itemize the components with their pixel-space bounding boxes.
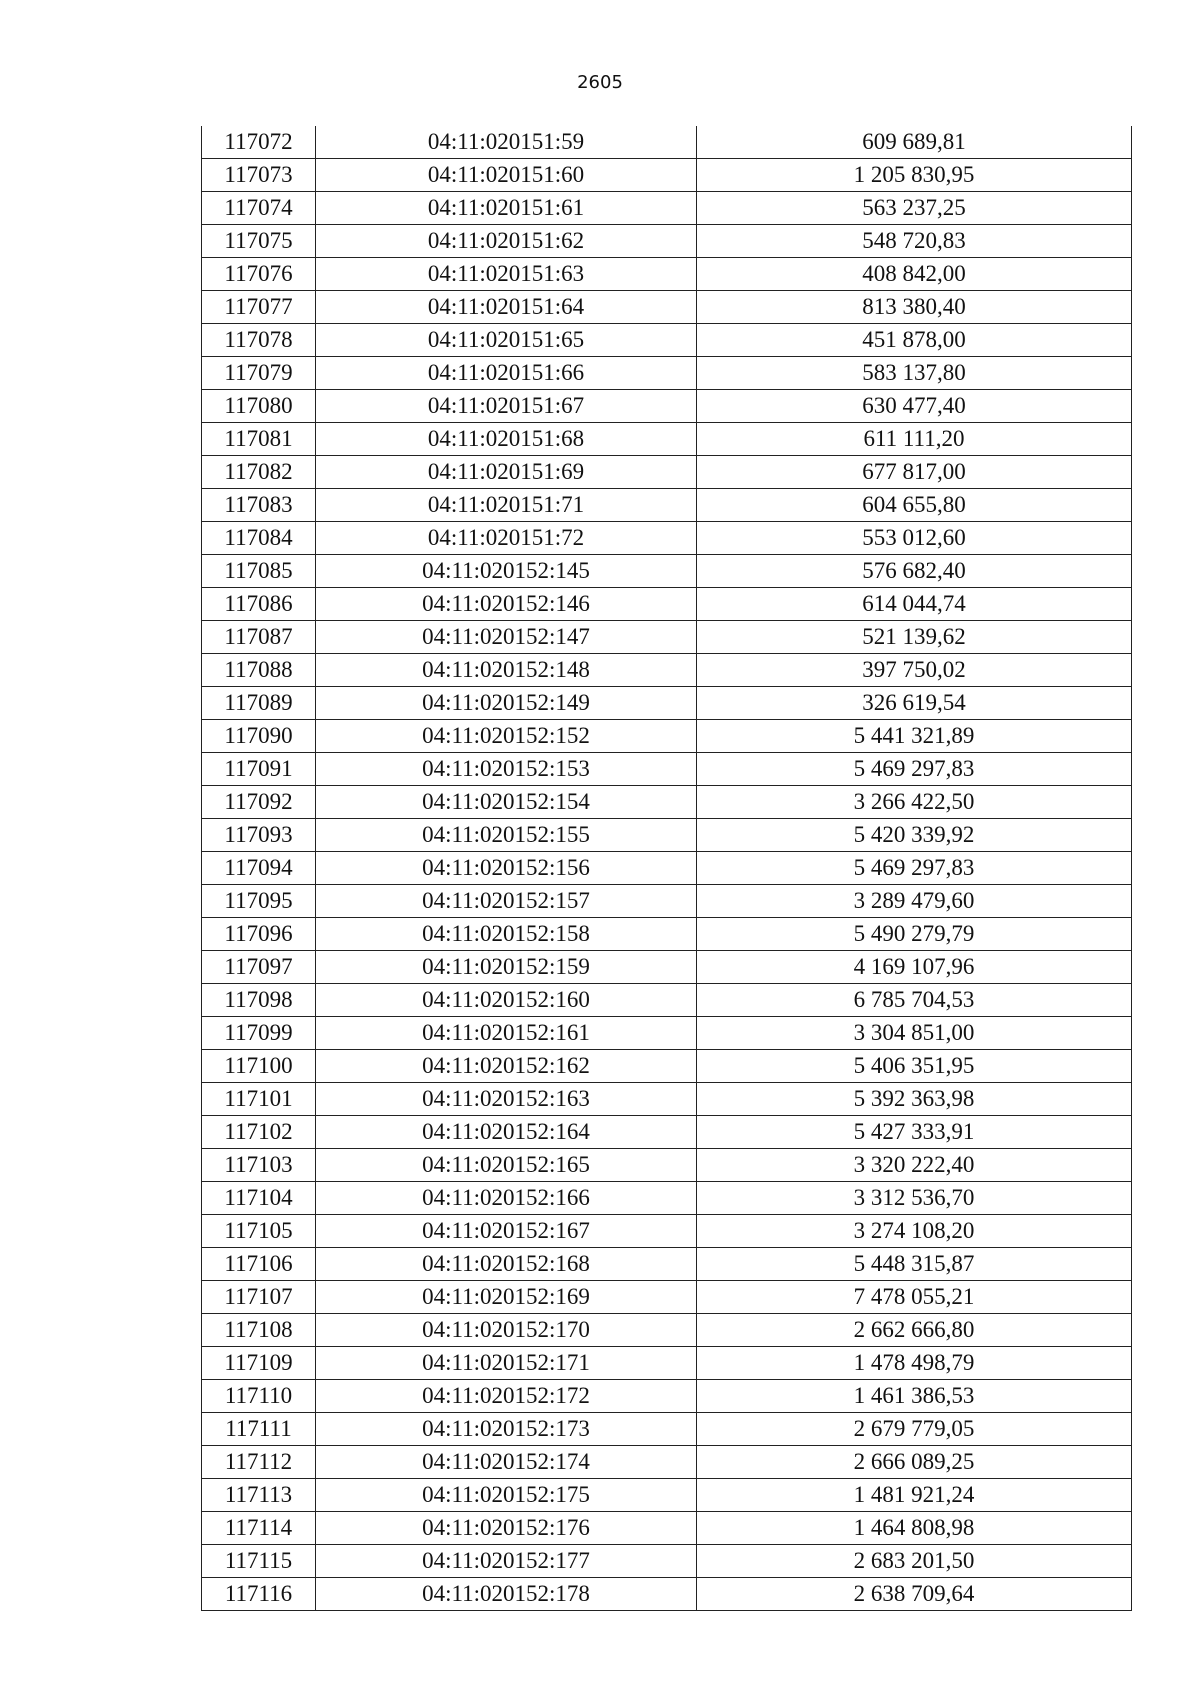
cadastral-number-cell: 04:11:020152:145 <box>316 555 697 588</box>
cadastral-value-cell: 3 274 108,20 <box>697 1215 1132 1248</box>
table-row <box>202 1347 1132 1380</box>
row-number-cell: 117090 <box>202 720 316 753</box>
cadastral-number-cell: 04:11:020152:172 <box>316 1380 697 1413</box>
table-row <box>202 1479 1132 1512</box>
cadastral-value-cell: 604 655,80 <box>697 489 1132 522</box>
cadastral-value-cell: 1 205 830,95 <box>697 159 1132 192</box>
row-number-cell: 117110 <box>202 1380 316 1413</box>
row-number-cell: 117112 <box>202 1446 316 1479</box>
cadastral-value-cell: 614 044,74 <box>697 588 1132 621</box>
table-row <box>202 192 1132 225</box>
row-number-cell: 117108 <box>202 1314 316 1347</box>
cadastral-number-cell: 04:11:020152:156 <box>316 852 697 885</box>
row-number-cell: 117105 <box>202 1215 316 1248</box>
cadastral-value-cell: 813 380,40 <box>697 291 1132 324</box>
cadastral-value-cell: 611 111,20 <box>697 423 1132 456</box>
table-row <box>202 522 1132 555</box>
row-number-cell: 117082 <box>202 456 316 489</box>
cadastral-number-cell: 04:11:020152:171 <box>316 1347 697 1380</box>
cadastral-value-cell: 2 666 089,25 <box>697 1446 1132 1479</box>
cadastral-number-cell: 04:11:020151:69 <box>316 456 697 489</box>
cadastral-value-cell: 1 464 808,98 <box>697 1512 1132 1545</box>
cadastral-number-cell: 04:11:020152:170 <box>316 1314 697 1347</box>
cadastral-value-cell: 576 682,40 <box>697 555 1132 588</box>
table-row <box>202 258 1132 291</box>
row-number-cell: 117079 <box>202 357 316 390</box>
row-number-cell: 117089 <box>202 687 316 720</box>
cadastral-value-cell: 1 461 386,53 <box>697 1380 1132 1413</box>
row-number-cell: 117085 <box>202 555 316 588</box>
table-row <box>202 786 1132 819</box>
cadastral-number-cell: 04:11:020152:164 <box>316 1116 697 1149</box>
cadastral-number-cell: 04:11:020151:71 <box>316 489 697 522</box>
cadastral-number-cell: 04:11:020152:175 <box>316 1479 697 1512</box>
table-row <box>202 1017 1132 1050</box>
cadastral-value-cell: 548 720,83 <box>697 225 1132 258</box>
table-row <box>202 687 1132 720</box>
row-number-cell: 117113 <box>202 1479 316 1512</box>
table-row <box>202 753 1132 786</box>
table-row <box>202 126 1132 159</box>
row-number-cell: 117086 <box>202 588 316 621</box>
cadastral-number-cell: 04:11:020151:65 <box>316 324 697 357</box>
table-row <box>202 1281 1132 1314</box>
row-number-cell: 117077 <box>202 291 316 324</box>
cadastral-value-cell: 2 662 666,80 <box>697 1314 1132 1347</box>
table-row <box>202 1545 1132 1578</box>
cadastral-number-cell: 04:11:020151:59 <box>316 126 697 159</box>
table-body <box>202 126 1132 1611</box>
table-row <box>202 1116 1132 1149</box>
row-number-cell: 117102 <box>202 1116 316 1149</box>
cadastral-number-cell: 04:11:020152:148 <box>316 654 697 687</box>
row-number-cell: 117092 <box>202 786 316 819</box>
cadastral-value-cell: 5 490 279,79 <box>697 918 1132 951</box>
cadastral-value-cell: 451 878,00 <box>697 324 1132 357</box>
table-row <box>202 423 1132 456</box>
table-row <box>202 456 1132 489</box>
page-number: 2605 <box>577 72 623 93</box>
cadastral-value-cell: 326 619,54 <box>697 687 1132 720</box>
cadastral-number-cell: 04:11:020152:177 <box>316 1545 697 1578</box>
table-row <box>202 1314 1132 1347</box>
cadastral-number-cell: 04:11:020151:63 <box>316 258 697 291</box>
cadastral-number-cell: 04:11:020151:72 <box>316 522 697 555</box>
row-number-cell: 117072 <box>202 126 316 159</box>
cadastral-value-cell: 5 469 297,83 <box>697 852 1132 885</box>
table-row <box>202 654 1132 687</box>
cadastral-value-cell: 609 689,81 <box>697 126 1132 159</box>
cadastral-value-cell: 583 137,80 <box>697 357 1132 390</box>
table-row <box>202 1248 1132 1281</box>
row-number-cell: 117104 <box>202 1182 316 1215</box>
cadastral-number-cell: 04:11:020152:168 <box>316 1248 697 1281</box>
row-number-cell: 117084 <box>202 522 316 555</box>
cadastral-value-cell: 677 817,00 <box>697 456 1132 489</box>
cadastral-number-cell: 04:11:020152:147 <box>316 621 697 654</box>
table-row <box>202 1578 1132 1611</box>
table-row <box>202 1512 1132 1545</box>
cadastral-value-cell: 3 289 479,60 <box>697 885 1132 918</box>
row-number-cell: 117076 <box>202 258 316 291</box>
cadastral-number-cell: 04:11:020152:149 <box>316 687 697 720</box>
table-row <box>202 885 1132 918</box>
row-number-cell: 117099 <box>202 1017 316 1050</box>
row-number-cell: 117083 <box>202 489 316 522</box>
cadastral-number-cell: 04:11:020152:157 <box>316 885 697 918</box>
table-row <box>202 291 1132 324</box>
row-number-cell: 117080 <box>202 390 316 423</box>
cadastral-number-cell: 04:11:020152:176 <box>316 1512 697 1545</box>
cadastral-value-cell: 4 169 107,96 <box>697 951 1132 984</box>
cadastral-number-cell: 04:11:020152:155 <box>316 819 697 852</box>
table-row <box>202 357 1132 390</box>
table-row <box>202 1215 1132 1248</box>
row-number-cell: 117116 <box>202 1578 316 1611</box>
cadastral-value-cell: 1 478 498,79 <box>697 1347 1132 1380</box>
cadastral-number-cell: 04:11:020152:160 <box>316 984 697 1017</box>
row-number-cell: 117107 <box>202 1281 316 1314</box>
row-number-cell: 117106 <box>202 1248 316 1281</box>
table-row <box>202 951 1132 984</box>
cadastral-value-cell: 5 406 351,95 <box>697 1050 1132 1083</box>
table-row <box>202 1182 1132 1215</box>
table-row <box>202 1413 1132 1446</box>
cadastral-number-cell: 04:11:020151:62 <box>316 225 697 258</box>
table-row <box>202 984 1132 1017</box>
row-number-cell: 117111 <box>202 1413 316 1446</box>
cadastral-value-cell: 397 750,02 <box>697 654 1132 687</box>
cadastral-number-cell: 04:11:020152:152 <box>316 720 697 753</box>
table-row <box>202 852 1132 885</box>
cadastral-value-cell: 521 139,62 <box>697 621 1132 654</box>
table-row <box>202 621 1132 654</box>
cadastral-value-cell: 3 304 851,00 <box>697 1017 1132 1050</box>
row-number-cell: 117091 <box>202 753 316 786</box>
table-row <box>202 555 1132 588</box>
row-number-cell: 117098 <box>202 984 316 1017</box>
cadastral-value-cell: 3 266 422,50 <box>697 786 1132 819</box>
cadastral-value-cell: 7 478 055,21 <box>697 1281 1132 1314</box>
row-number-cell: 117114 <box>202 1512 316 1545</box>
row-number-cell: 117093 <box>202 819 316 852</box>
cadastral-value-cell: 563 237,25 <box>697 192 1132 225</box>
cadastral-value-cell: 5 448 315,87 <box>697 1248 1132 1281</box>
row-number-cell: 117094 <box>202 852 316 885</box>
cadastral-value-cell: 553 012,60 <box>697 522 1132 555</box>
table-row <box>202 324 1132 357</box>
table-row <box>202 588 1132 621</box>
cadastral-value-cell: 3 312 536,70 <box>697 1182 1132 1215</box>
cadastral-value-table <box>201 126 1132 1611</box>
table-row <box>202 1380 1132 1413</box>
cadastral-value-cell: 5 441 321,89 <box>697 720 1132 753</box>
table-row <box>202 819 1132 852</box>
table-row <box>202 489 1132 522</box>
row-number-cell: 117109 <box>202 1347 316 1380</box>
cadastral-number-cell: 04:11:020152:158 <box>316 918 697 951</box>
row-number-cell: 117097 <box>202 951 316 984</box>
row-number-cell: 117073 <box>202 159 316 192</box>
table-row <box>202 1446 1132 1479</box>
table-row <box>202 159 1132 192</box>
cadastral-number-cell: 04:11:020152:146 <box>316 588 697 621</box>
cadastral-value-cell: 5 427 333,91 <box>697 1116 1132 1149</box>
cadastral-number-cell: 04:11:020151:66 <box>316 357 697 390</box>
row-number-cell: 117087 <box>202 621 316 654</box>
cadastral-value-cell: 3 320 222,40 <box>697 1149 1132 1182</box>
table-row <box>202 390 1132 423</box>
cadastral-value-cell: 2 679 779,05 <box>697 1413 1132 1446</box>
table-row <box>202 1050 1132 1083</box>
cadastral-number-cell: 04:11:020151:64 <box>316 291 697 324</box>
cadastral-number-cell: 04:11:020151:68 <box>316 423 697 456</box>
row-number-cell: 117095 <box>202 885 316 918</box>
row-number-cell: 117078 <box>202 324 316 357</box>
cadastral-number-cell: 04:11:020152:166 <box>316 1182 697 1215</box>
cadastral-value-cell: 6 785 704,53 <box>697 984 1132 1017</box>
cadastral-number-cell: 04:11:020152:153 <box>316 753 697 786</box>
row-number-cell: 117075 <box>202 225 316 258</box>
cadastral-value-cell: 2 683 201,50 <box>697 1545 1132 1578</box>
cadastral-number-cell: 04:11:020152:162 <box>316 1050 697 1083</box>
row-number-cell: 117088 <box>202 654 316 687</box>
cadastral-number-cell: 04:11:020151:61 <box>316 192 697 225</box>
cadastral-value-cell: 630 477,40 <box>697 390 1132 423</box>
row-number-cell: 117074 <box>202 192 316 225</box>
cadastral-value-cell: 5 469 297,83 <box>697 753 1132 786</box>
cadastral-number-cell: 04:11:020152:173 <box>316 1413 697 1446</box>
cadastral-number-cell: 04:11:020152:174 <box>316 1446 697 1479</box>
cadastral-number-cell: 04:11:020152:169 <box>316 1281 697 1314</box>
cadastral-number-cell: 04:11:020152:178 <box>316 1578 697 1611</box>
row-number-cell: 117081 <box>202 423 316 456</box>
cadastral-number-cell: 04:11:020151:60 <box>316 159 697 192</box>
cadastral-number-cell: 04:11:020151:67 <box>316 390 697 423</box>
cadastral-number-cell: 04:11:020152:163 <box>316 1083 697 1116</box>
row-number-cell: 117100 <box>202 1050 316 1083</box>
cadastral-number-cell: 04:11:020152:159 <box>316 951 697 984</box>
table-row <box>202 225 1132 258</box>
cadastral-number-cell: 04:11:020152:165 <box>316 1149 697 1182</box>
table-row <box>202 918 1132 951</box>
cadastral-number-cell: 04:11:020152:161 <box>316 1017 697 1050</box>
cadastral-number-cell: 04:11:020152:167 <box>316 1215 697 1248</box>
table-row <box>202 1083 1132 1116</box>
row-number-cell: 117115 <box>202 1545 316 1578</box>
cadastral-number-cell: 04:11:020152:154 <box>316 786 697 819</box>
row-number-cell: 117096 <box>202 918 316 951</box>
cadastral-value-cell: 5 392 363,98 <box>697 1083 1132 1116</box>
table-row <box>202 720 1132 753</box>
cadastral-value-cell: 1 481 921,24 <box>697 1479 1132 1512</box>
row-number-cell: 117101 <box>202 1083 316 1116</box>
table-row <box>202 1149 1132 1182</box>
cadastral-value-cell: 2 638 709,64 <box>697 1578 1132 1611</box>
cadastral-value-cell: 5 420 339,92 <box>697 819 1132 852</box>
row-number-cell: 117103 <box>202 1149 316 1182</box>
cadastral-value-cell: 408 842,00 <box>697 258 1132 291</box>
